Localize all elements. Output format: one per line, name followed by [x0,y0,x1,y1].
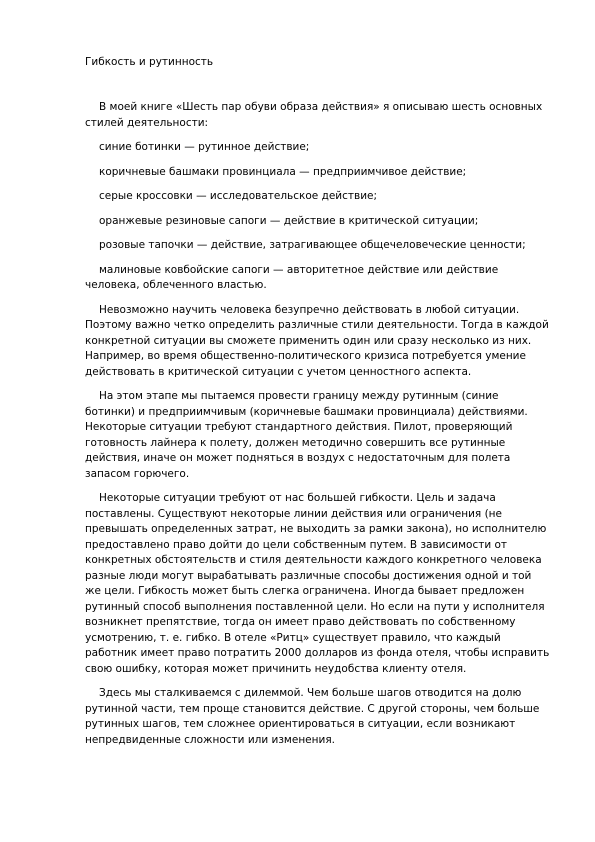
list-item-grey-sneakers: серые кроссовки — исследовательское действие; [99,190,378,202]
list-item-brown-shoes: коричневые башмаки провинциала — предприимчивое действие; [99,165,467,178]
list-item-blue-boots: синие ботинки — рутинное действие; [99,141,310,153]
paragraph-dilemma: Здесь мы сталкиваемся с дилеммой. Чем больше шагов отводится на долю рутинной части, тем проще становится действие. С другой стороны, чем больше рутинных шагов, тем сложнее ориентироваться в ситуации, если возникают непредвиденные сложности или изменения. [85,687,540,746]
paragraph-styles: Невозможно научить человека безупречно действовать в любой ситуации. Поэтому важно четко определить различные стили деятельности. Тогда в каждой конкретной ситуации вы сможете применить один или сразу несколько из них. Например, во время общественно-политического кризиса потребуется умение действовать в критической ситуации с учетом ценностного аспекта. [85,303,549,378]
list-item-purple-cowboy-boots: малиновые ковбойские сапоги — авторитетное действие или действие человека, облеченного властью. [85,263,499,291]
list-item-pink-slippers: розовые тапочки — действие, затрагивающее общечеловеческие ценности; [99,239,526,251]
paragraph-flexibility: Некоторые ситуации требуют от нас большей гибкости. Цель и задача поставлены. Существуют некоторые линии действия или ограничения (не превышать определенных затрат, не выходить за рамки закона), но исполнителю предоставлено право дойти до цели собственным путем. В зависимости от конкретных обстоятельств и стиля деятельности каждого конкретного человека разные люди могут вырабатывать различные способы достижения одной и той же цели. Гибкость может быть слегка ограничена. Иногда бывает предложен рутинный способ выполнения поставленной цели. Но если на пути у исполнителя возникнет препятствие, тогда он имеет право действовать по собственному усмотрению, т. е. гибко. В отеле «Ритц» существует правило, что каждый работник имеет право потратить 2000 долларов из фонда отеля, чтобы исправить свою ошибку, которая может причинить неудобства клиенту отеля. [85,492,550,675]
list-item-orange-boots: оранжевые резиновые сапоги — действие в критической ситуации; [99,214,479,227]
paragraph-routine-vs-enterprise: На этом этапе мы пытаемся провести границу между рутинным (синие ботинки) и предприимчивым (коричневые башмаки провинциала) действиями. Некоторые ситуации требуют стандартного действия. Пилот, проверяющий готовность лайнера к полету, должен методично совершить все рутинные действия, иначе он может подняться в воздух с недостаточным для полета запасом горючего. [85,390,528,480]
document-title: Гибкость и рутинность [85,56,214,68]
document-body [85,100,550,757]
paragraph-intro: В моей книге «Шесть пар обуви образа действия» я описываю шесть основных стилей деятельности: [85,101,543,129]
